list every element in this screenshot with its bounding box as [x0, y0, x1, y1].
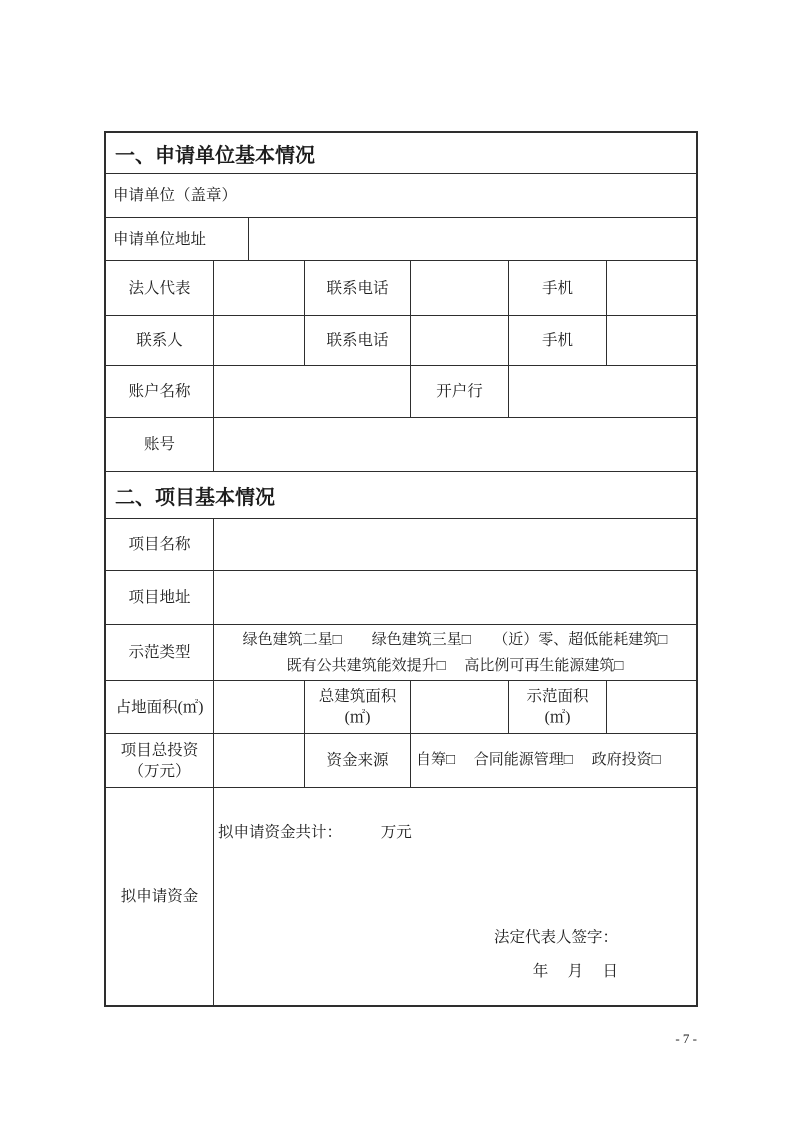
demo-type-options-cell[interactable]	[213, 625, 696, 680]
date-line: 年 月 日	[532, 963, 618, 980]
total-floor-area-input-cell[interactable]	[410, 681, 508, 733]
legal-rep-mobile-label: 手机	[508, 261, 606, 315]
total-investment-label-text: 项目总投资	[120, 741, 199, 759]
total-floor-area-unit-text: (㎡)	[344, 709, 371, 726]
area-row	[106, 680, 696, 733]
contact-row	[106, 315, 696, 365]
demo-area-unit-text: (㎡)	[544, 709, 571, 726]
project-name-row	[106, 518, 696, 570]
demo-area-input-cell[interactable]	[606, 681, 696, 733]
signature-label: 法定代表人签字：	[493, 929, 618, 946]
account-name-row	[106, 365, 696, 417]
total-floor-area-label-text: 总建筑面积	[318, 688, 397, 705]
land-area-input-cell[interactable]	[213, 681, 304, 733]
applicant-unit-label: 申请单位（盖章）	[113, 187, 238, 204]
total-floor-area-label	[304, 681, 410, 733]
total-investment-unit-text: （万元）	[128, 762, 191, 780]
page-number: - 7 -	[675, 1031, 697, 1046]
contact-phone-input-cell[interactable]	[410, 316, 508, 365]
investment-row	[106, 733, 696, 787]
section2-title: 二、项目基本情况	[115, 486, 275, 509]
funding-source-options-cell[interactable]: 自筹□ 合同能源管理□ 政府投资□	[410, 734, 696, 787]
legal-rep-label: 法人代表	[128, 279, 191, 297]
demo-area-label	[508, 681, 606, 733]
requested-funds-content-cell[interactable]	[213, 788, 696, 1005]
signature-block	[214, 921, 696, 989]
contact-mobile-label: 手机	[508, 316, 606, 365]
demo-type-row	[106, 624, 696, 680]
requested-funds-total-line[interactable]: 拟申请资金共计： 万元	[218, 824, 412, 841]
project-name-input-cell[interactable]	[213, 519, 696, 570]
account-number-row	[106, 417, 696, 471]
demo-type-options-line1[interactable]: 绿色建筑二星□ 绿色建筑三星□ （近）零、超低能耗建筑□	[242, 631, 668, 648]
demo-type-options-line2[interactable]: 既有公共建筑能效提升□ 高比例可再生能源建筑□	[286, 657, 624, 674]
total-investment-input-cell[interactable]	[213, 734, 304, 787]
bank-label: 开户行	[410, 366, 508, 417]
contact-input-cell[interactable]	[213, 316, 304, 365]
legal-rep-mobile-input-cell[interactable]	[606, 261, 696, 315]
contact-mobile-input-cell[interactable]	[606, 316, 696, 365]
project-address-label: 项目地址	[128, 589, 191, 606]
applicant-unit-row	[106, 173, 696, 217]
requested-funds-row	[106, 787, 696, 1005]
account-name-input-cell[interactable]	[213, 366, 410, 417]
total-investment-label	[106, 734, 213, 787]
account-number-label: 账号	[143, 436, 175, 453]
requested-funds-blank-space[interactable]	[214, 842, 696, 921]
account-number-input-cell[interactable]	[213, 418, 696, 471]
applicant-address-label: 申请单位地址	[113, 230, 207, 248]
funding-source-label: 资金来源	[304, 734, 410, 787]
application-form-table	[104, 131, 698, 1007]
land-area-label: 占地面积(㎡)	[115, 698, 204, 716]
project-name-label: 项目名称	[128, 536, 191, 553]
legal-rep-input-cell[interactable]	[213, 261, 304, 315]
demo-type-label: 示范类型	[128, 644, 191, 661]
legal-rep-phone-input-cell[interactable]	[410, 261, 508, 315]
account-name-label: 账户名称	[128, 383, 191, 400]
project-address-input-cell[interactable]	[213, 571, 696, 624]
applicant-address-row	[106, 217, 696, 260]
contact-phone-label: 联系电话	[304, 316, 410, 365]
section1-title: 一、申请单位基本情况	[115, 144, 315, 167]
section2-header-row	[106, 471, 696, 518]
requested-funds-label: 拟申请资金	[120, 888, 199, 905]
legal-rep-phone-label: 联系电话	[304, 261, 410, 315]
contact-label: 联系人	[136, 332, 183, 349]
project-address-row	[106, 570, 696, 624]
section1-header-row	[106, 133, 696, 173]
demo-area-label-text: 示范面积	[526, 688, 589, 705]
bank-input-cell[interactable]	[508, 366, 696, 417]
applicant-address-input-cell[interactable]	[248, 218, 696, 260]
legal-rep-row	[106, 260, 696, 315]
